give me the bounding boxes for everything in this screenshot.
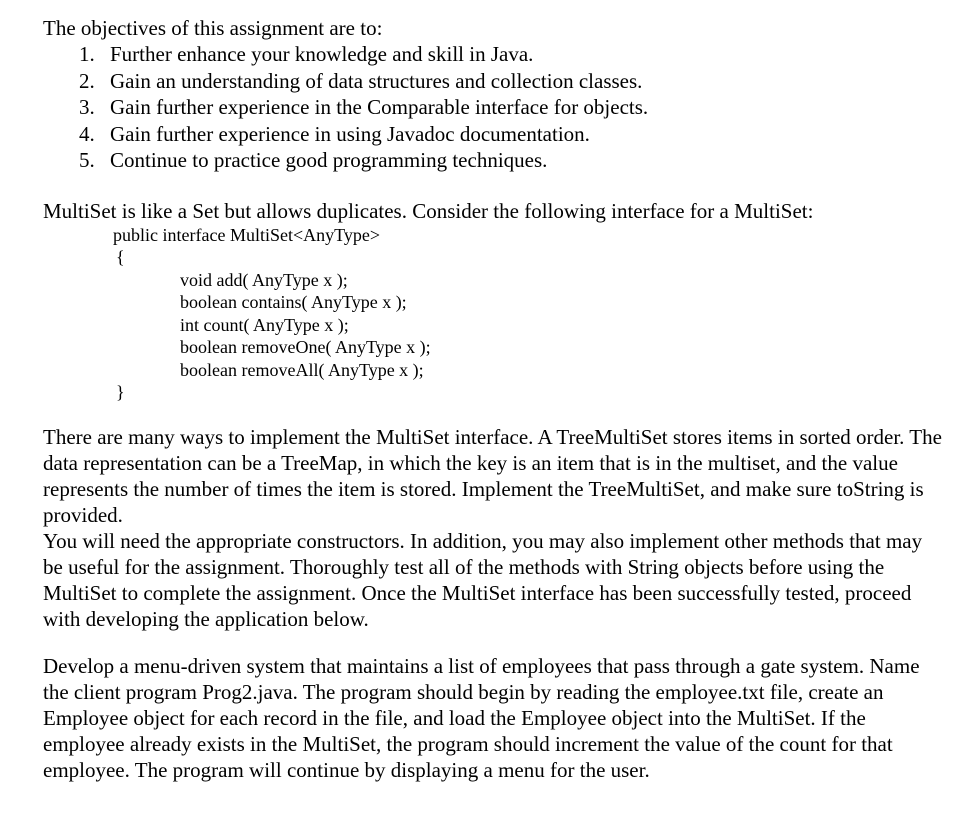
objective-text: Further enhance your knowledge and skill in Java. (110, 42, 534, 66)
interface-code-block (113, 224, 943, 404)
objective-item (43, 68, 943, 95)
objective-item (43, 147, 943, 174)
implementation-paragraph: There are many ways to implement the MultiSet interface. A TreeMultiSet stores items in sorted order. The data representation can be a TreeMap, in which the key is an item that is in the multiset, and the value represents the number of times the item is stored. Implement the TreeMultiSet, and make sure toString is provided. (43, 424, 942, 527)
objective-item (43, 41, 943, 68)
constructors-paragraph: You will need the appropriate constructors. In addition, you may also implement other methods that may be useful for the assignment. Thoroughly test all of the methods with String objects before using the MultiSet to complete the assignment. Once the MultiSet interface has been successfully tested, proceed with developing the application below. (43, 528, 923, 631)
method-contains: boolean contains( AnyType x ); (180, 292, 407, 312)
objective-text: Continue to practice good programming techniques. (110, 148, 548, 172)
objective-text: Gain further experience in the Comparable interface for objects. (110, 95, 649, 119)
multiset-description: MultiSet is like a Set but allows duplicates. Consider the following interface for a MultiSet: (43, 198, 814, 223)
close-brace: } (116, 382, 125, 402)
objective-number: 1. (79, 42, 95, 66)
objective-number: 2. (79, 68, 95, 93)
objectives-heading: The objectives of this assignment are to: (43, 16, 383, 40)
objective-item (43, 121, 943, 148)
objective-number: 5. (79, 148, 95, 172)
method-count: int count( AnyType x ); (180, 314, 349, 335)
document-body (43, 15, 943, 783)
objective-number: 4. (79, 121, 95, 146)
method-add: void add( AnyType x ); (180, 269, 348, 290)
method-remove-all: boolean removeAll( AnyType x ); (180, 359, 424, 380)
objectives-list (43, 41, 943, 174)
objective-item (43, 94, 943, 121)
method-remove-one: boolean removeOne( AnyType x ); (180, 337, 431, 357)
interface-signature: public interface MultiSet<AnyType> (113, 224, 380, 245)
objective-text: Gain an understanding of data structures and collection classes. (110, 68, 643, 93)
application-paragraph: Develop a menu-driven system that maintains a list of employees that pass through a gate system. Name the client program Prog2.java. The program should begin by reading the employee.txt file, create an Employee object for each record in the file, and load the Employee object into the MultiSet. If the employee already exists in the MultiSet, the program should increment the value of the count for that employee. The program will continue by displaying a menu for the user. (43, 653, 920, 782)
objective-number: 3. (79, 95, 95, 119)
open-brace: { (116, 247, 125, 267)
objective-text: Gain further experience in using Javadoc documentation. (110, 121, 590, 146)
